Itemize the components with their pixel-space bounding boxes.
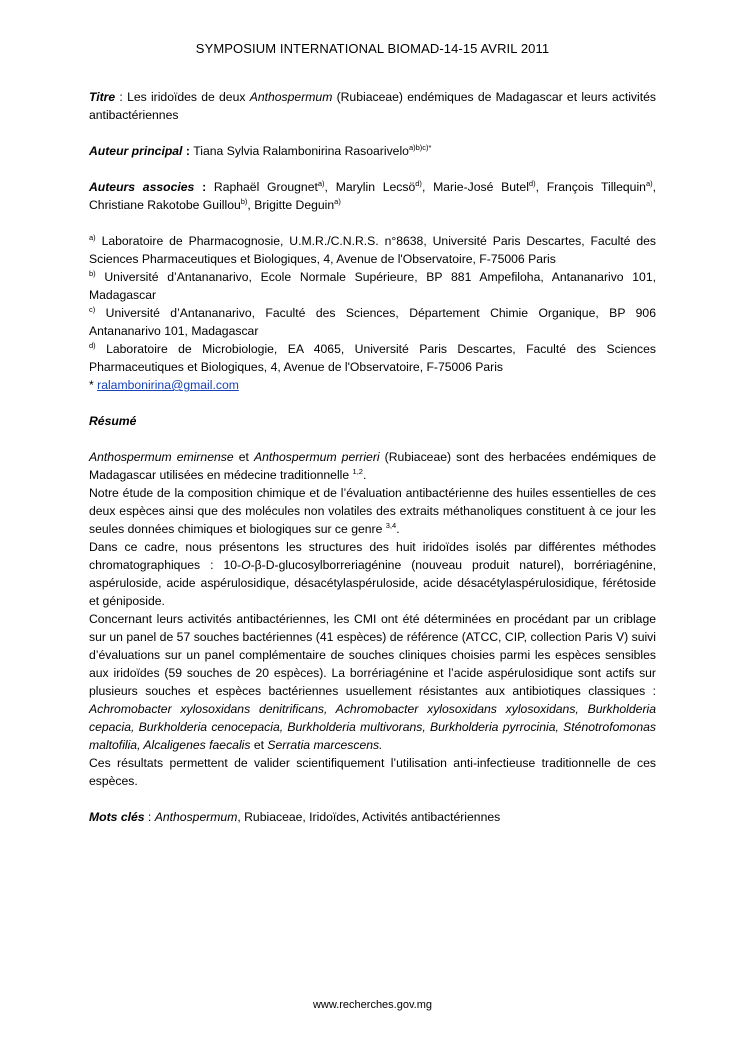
resume-paragraph-1: Anthospermum emirnense et Anthospermum perrieri (Rubiaceae) sont des herbacées endémiques de Madagascar utilisées en médecine traditionnelle $^{1,2}$. bbox=[89, 450, 657, 482]
contact-line: * ralambonirina@gmail.com bbox=[89, 378, 239, 392]
auteur-principal-sup: a)b)c)* bbox=[408, 143, 432, 152]
author: Christiane Rakotobe Guillou bbox=[89, 198, 241, 212]
page-header: SYMPOSIUM INTERNATIONAL BIOMAD-14-15 AVRIL 2011 bbox=[195, 41, 550, 56]
resume-paragraph-4: Concernant leurs activités antibactériennes, les CMI ont été déterminées en procédant par un criblage sur un panel de 57 souches bactériennes (41 espèces) de référence (ATCC, CIP, collection Paris V) suivi d’évaluations sur un panel complémentaire de souches cliniques choisies parmi les espèces sensibles aux iridoïdes (59 souches de 20 espèces). La borrériagénine et l’acide aspérulosidique sont actifs sur plusieurs souches et espèces bactériennes usuellement résistantes aux antibiotiques classiques : Achromobacter xylosoxidans denitrificans, Achromobacter xylosoxidans xylosoxidans, Burkholderia cepacia, Burkholderia cenocepacia, Burkholderia multivorans, Burkholderia pyrrocinia, Sténotrofomonas maltofilia, Alcaligenes faecalis et Serratia marcescens. bbox=[89, 612, 656, 752]
affiliation-c: $^{c)}$ Université d’Antananarivo, Faculté des Sciences, Département Chimie Organique, BP 906 Antananarivo 101, Madagascar bbox=[89, 305, 656, 338]
resume-paragraph-5: Ces résultats permettent de valider scientifiquement l’utilisation anti-infectieuse traditionnelle de ces espèces. bbox=[89, 756, 656, 788]
auteurs-associes-label: Auteurs associes bbox=[89, 180, 195, 194]
resume-paragraph-2: Notre étude de la composition chimique et de l’évaluation antibactérienne des huiles essentielles de ces deux espèces ainsi que des molécules non volatiles des extraits méthanoliques constituent à ce jour les seules données chimiques et biologiques sur ce genre $^{3,4}$. bbox=[89, 486, 656, 536]
affiliation-b: $^{b)}$ Université d’Antananarivo, Ecole Normale Supérieure, BP 881 Ampefiloha, Antananarivo 101, Madagascar bbox=[89, 269, 656, 302]
titre-paragraph: Titre : Les iridoïdes de deux Anthospermum (Rubiaceae) endémiques de Madagascar et leurs activités antibactériennes bbox=[89, 90, 656, 122]
titre-genus: Anthospermum bbox=[249, 90, 333, 104]
auteur-principal-label: Auteur principal bbox=[89, 144, 183, 158]
document-body bbox=[89, 88, 656, 826]
author: Raphaël Grougnet bbox=[213, 180, 318, 194]
author: Marylin Lecsö bbox=[335, 180, 416, 194]
mots-cles-paragraph: Mots clés : Anthospermum, Rubiaceae, Iridoïdes, Activités antibactériennes bbox=[89, 810, 501, 824]
resume-heading: Résumé bbox=[89, 414, 137, 428]
page-footer-url: www.recherches.gov.mg bbox=[312, 999, 432, 1011]
affiliation-a: $^{a)}$ Laboratoire de Pharmacognosie, U.M.R./C.N.R.S. n°8638, Université Paris Descartes, Faculté des Sciences Pharmaceutiques et Biologiques, 4, Avenue de l'Observatoire, F-75006 Paris bbox=[89, 233, 656, 266]
titre-text-2: (Rubiaceae) endémiques de Madagascar et leurs activités antibactériennes bbox=[89, 90, 656, 122]
contact-email-link[interactable]: ralambonirina@gmail.com bbox=[97, 378, 239, 392]
titre-label: Titre bbox=[89, 90, 116, 104]
mots-cles-label: Mots clés bbox=[89, 810, 145, 824]
author: Brigitte Deguin bbox=[254, 198, 335, 212]
affiliation-d: $^{d)}$ Laboratoire de Microbiologie, EA 4065, Université Paris Descartes, Faculté des Sciences Pharmaceutiques et Biologiques, 4, Avenue de l'Observatoire, F-75006 Paris bbox=[89, 341, 656, 374]
auteur-principal-name: Tiana Sylvia Ralambonirina Rasoarivelo bbox=[193, 144, 409, 158]
titre-text-1: Les iridoïdes de deux bbox=[127, 90, 250, 104]
author: Marie-José Butel bbox=[433, 180, 529, 194]
author: François Tillequin bbox=[546, 180, 646, 194]
resume-paragraph-3: Dans ce cadre, nous présentons les structures des huit iridoïdes isolés par différentes méthodes chromatographiques : 10-O-β-D-glucosylborreriagénine (nouveau produit naturel), borrériagénine, aspéruloside, acide aspérulosidique, désacétylaspéruloside, acide désacétylaspérulosidique, férétoside et géniposide. bbox=[89, 540, 656, 608]
auteur-principal-paragraph: Auteur principal : Tiana Sylvia Ralambonirina Rasoarivelo$^{a)b)c)*}$ bbox=[89, 143, 432, 158]
auteurs-associes-paragraph: Auteurs associes : Raphaël Grougnet$^{a)}$, Marylin Lecsö$^{d)}$, Marie-José Butel$^{d)}$, François Tillequin$^{a)}$, Christiane Rakotobe Guillou$^{b)}$, Brigitte Deguin$^{a)}$ bbox=[89, 179, 657, 212]
